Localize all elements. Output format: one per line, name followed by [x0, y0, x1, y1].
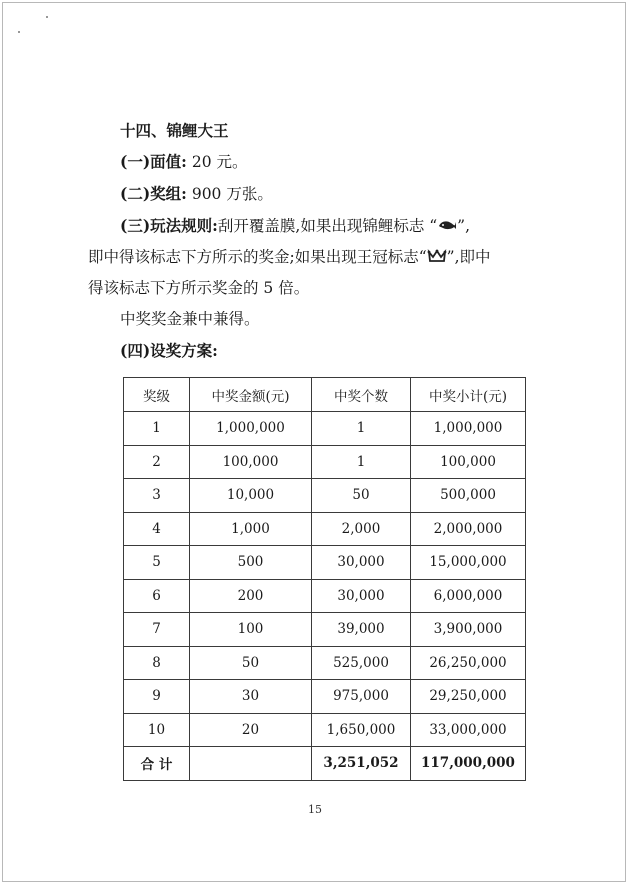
page-number: 15: [308, 803, 322, 816]
cell-count: 525,000: [312, 646, 411, 680]
scan-speck: [18, 31, 20, 33]
prize-table: [123, 377, 526, 781]
cell-count: 1,650,000: [312, 713, 411, 747]
cell-amount: 100,000: [190, 445, 312, 479]
cell-count: 2,000: [312, 512, 411, 546]
cell-subtotal: 15,000,000: [411, 546, 526, 580]
total-count: 3,251,052: [312, 747, 411, 781]
rules-text-1: 刮开覆盖膜,如果出现锦鲤标志 “: [217, 217, 438, 235]
cell-subtotal: 3,900,000: [411, 613, 526, 647]
cell-amount: 20: [190, 713, 312, 747]
total-amount: [190, 747, 312, 781]
table-total-row: [124, 747, 526, 781]
table-row: [124, 646, 526, 680]
cell-subtotal: 6,000,000: [411, 579, 526, 613]
total-label: 合 计: [124, 747, 190, 781]
cell-level: 5: [124, 546, 190, 580]
section-title: 十四、锦鲤大王: [120, 121, 229, 140]
prize-plan-label: (四)设奖方案:: [120, 341, 218, 360]
cell-subtotal: 29,250,000: [411, 680, 526, 714]
table-row: [124, 445, 526, 479]
issue-label: (二)奖组:: [120, 184, 187, 203]
table-row: [124, 613, 526, 647]
rules-line-2: [88, 242, 558, 273]
face-value-label: (一)面值:: [120, 152, 187, 171]
cell-subtotal: 33,000,000: [411, 713, 526, 747]
note-line: 中奖奖金兼中兼得。: [120, 310, 260, 328]
cell-amount: 200: [190, 579, 312, 613]
cell-level: 1: [124, 412, 190, 446]
cell-level: 8: [124, 646, 190, 680]
cell-subtotal: 100,000: [411, 445, 526, 479]
rules-line-1: [88, 210, 558, 242]
cell-level: 10: [124, 713, 190, 747]
cell-level: 9: [124, 680, 190, 714]
cell-amount: 50: [190, 646, 312, 680]
table-row: [124, 412, 526, 446]
table-row: [124, 713, 526, 747]
cell-amount: 100: [190, 613, 312, 647]
cell-count: 1: [312, 412, 411, 446]
table-row: [124, 479, 526, 513]
header-level: 奖级: [124, 378, 190, 412]
rules-text-2-end: ”,即中: [446, 248, 491, 266]
cell-count: 30,000: [312, 546, 411, 580]
cell-amount: 1,000,000: [190, 412, 312, 446]
koi-fish-icon: [437, 217, 457, 233]
rules-label: (三)玩法规则:: [120, 216, 218, 235]
face-value-line: [88, 146, 558, 178]
cell-subtotal: 500,000: [411, 479, 526, 513]
rules-text-1-end: ”,: [457, 217, 471, 235]
cell-count: 50: [312, 479, 411, 513]
cell-amount: 30: [190, 680, 312, 714]
cell-count: 39,000: [312, 613, 411, 647]
cell-subtotal: 26,250,000: [411, 646, 526, 680]
cell-subtotal: 2,000,000: [411, 512, 526, 546]
table-row: [124, 546, 526, 580]
issue-line: [88, 178, 558, 210]
table-row: [124, 680, 526, 714]
issue-value: 900 万张。: [191, 185, 273, 203]
crown-icon: [427, 248, 447, 264]
document-body: [88, 115, 558, 366]
cell-level: 3: [124, 479, 190, 513]
rules-text-2: 即中得该标志下方所示的奖金;如果出现王冠标志“: [88, 248, 427, 266]
total-subtotal: 117,000,000: [411, 747, 526, 781]
header-amount: 中奖金额(元): [190, 378, 312, 412]
cell-level: 6: [124, 579, 190, 613]
scan-speck: [46, 16, 48, 18]
cell-level: 4: [124, 512, 190, 546]
header-count: 中奖个数: [312, 378, 411, 412]
cell-level: 7: [124, 613, 190, 647]
face-value: 20 元。: [191, 153, 248, 171]
table-row: [124, 579, 526, 613]
table-row: [124, 512, 526, 546]
cell-amount: 10,000: [190, 479, 312, 513]
cell-count: 1: [312, 445, 411, 479]
cell-count: 975,000: [312, 680, 411, 714]
cell-amount: 500: [190, 546, 312, 580]
header-subtotal: 中奖小计(元): [411, 378, 526, 412]
table-header-row: [124, 378, 526, 412]
cell-count: 30,000: [312, 579, 411, 613]
cell-level: 2: [124, 445, 190, 479]
cell-amount: 1,000: [190, 512, 312, 546]
rules-line-3: 得该标志下方所示奖金的 5 倍。: [88, 279, 310, 297]
cell-subtotal: 1,000,000: [411, 412, 526, 446]
